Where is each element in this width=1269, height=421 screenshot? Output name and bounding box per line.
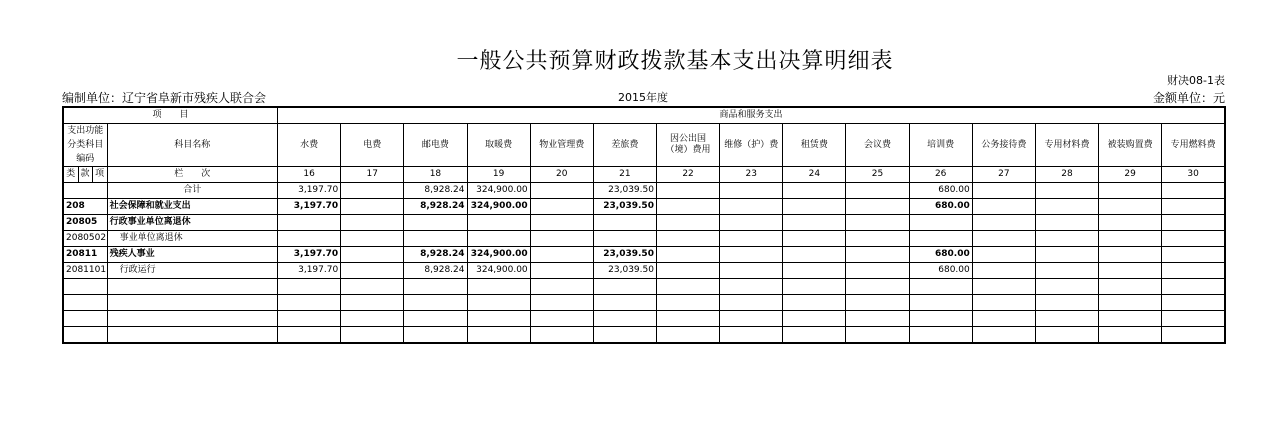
- table-cell: [656, 183, 719, 199]
- table-cell: [1162, 263, 1225, 279]
- table-cell: [1162, 247, 1225, 263]
- table-row: [63, 247, 1225, 263]
- table-cell: [720, 215, 783, 231]
- column-header: 培训费: [909, 124, 972, 167]
- amount-unit: 金额单位：元: [1152, 91, 1225, 105]
- group-header: 商品和服务支出: [278, 107, 1225, 124]
- empty-cell: [341, 279, 404, 295]
- empty-cell: [530, 327, 593, 344]
- header-row-3: [63, 167, 1225, 183]
- empty-cell: [656, 279, 719, 295]
- column-header: 专用材料费: [1035, 124, 1098, 167]
- table-cell: [341, 247, 404, 263]
- table-cell: 23,039.50: [593, 199, 656, 215]
- table-cell: [783, 183, 846, 199]
- table-cell: 324,900.00: [467, 263, 530, 279]
- empty-row: [63, 279, 1225, 295]
- table-cell: 8,928.24: [404, 263, 467, 279]
- table-cell: 324,900.00: [467, 247, 530, 263]
- column-number: 20: [530, 167, 593, 183]
- column-number: 16: [278, 167, 341, 183]
- empty-cell: [63, 295, 107, 311]
- column-number: 23: [720, 167, 783, 183]
- empty-cell: [1099, 311, 1162, 327]
- empty-row: [63, 311, 1225, 327]
- column-number: 27: [972, 167, 1035, 183]
- table-cell: [1035, 183, 1098, 199]
- table-cell: [467, 215, 530, 231]
- table-cell: [1035, 215, 1098, 231]
- column-header: 专用燃料费: [1162, 124, 1225, 167]
- empty-cell: [341, 311, 404, 327]
- table-cell: [1035, 247, 1098, 263]
- column-header: 被装购置费: [1099, 124, 1162, 167]
- table-cell: [530, 215, 593, 231]
- empty-cell: [1099, 327, 1162, 344]
- empty-cell: [1099, 279, 1162, 295]
- subject-name: 残疾人事业: [107, 247, 277, 263]
- table-cell: [972, 183, 1035, 199]
- subject-name: 行政事业单位离退休: [107, 215, 277, 231]
- table-cell: 680.00: [909, 247, 972, 263]
- table-cell: 23,039.50: [593, 263, 656, 279]
- empty-cell: [909, 327, 972, 344]
- table-cell: [404, 215, 467, 231]
- empty-cell: [107, 295, 277, 311]
- table-cell: [846, 263, 909, 279]
- table-cell: [846, 247, 909, 263]
- empty-cell: [107, 311, 277, 327]
- table-cell: [783, 231, 846, 247]
- empty-cell: [530, 311, 593, 327]
- column-number: 25: [846, 167, 909, 183]
- empty-cell: [341, 295, 404, 311]
- table-cell: [909, 215, 972, 231]
- table-cell: [783, 199, 846, 215]
- column-header: 因公出国（境）费用: [656, 124, 719, 167]
- item-header: 项 目: [63, 107, 278, 124]
- table-cell: [1099, 247, 1162, 263]
- empty-cell: [846, 279, 909, 295]
- table-cell: 680.00: [909, 199, 972, 215]
- table-cell: [278, 231, 341, 247]
- column-number: 24: [783, 167, 846, 183]
- subject-code: 208: [63, 199, 107, 215]
- empty-cell: [720, 311, 783, 327]
- table-cell: [1099, 231, 1162, 247]
- table-cell: [846, 215, 909, 231]
- subject-code: 20811: [63, 247, 107, 263]
- column-header: 差旅费: [593, 124, 656, 167]
- table-cell: [341, 263, 404, 279]
- column-header: 水费: [278, 124, 341, 167]
- expenditure-table: [62, 106, 1226, 344]
- empty-cell: [846, 311, 909, 327]
- empty-cell: [909, 311, 972, 327]
- table-cell: [593, 215, 656, 231]
- table-cell: [846, 183, 909, 199]
- column-header: 邮电费: [404, 124, 467, 167]
- table-cell: [656, 199, 719, 215]
- table-cell: [341, 231, 404, 247]
- table-cell: [783, 247, 846, 263]
- empty-cell: [467, 311, 530, 327]
- empty-cell: [593, 311, 656, 327]
- empty-cell: [278, 295, 341, 311]
- table-cell: [972, 247, 1035, 263]
- empty-cell: [972, 311, 1035, 327]
- table-cell: 23,039.50: [593, 183, 656, 199]
- table-cell: 8,928.24: [404, 247, 467, 263]
- table-cell: [404, 231, 467, 247]
- column-number: 30: [1162, 167, 1225, 183]
- column-number: 17: [341, 167, 404, 183]
- column-number: 28: [1035, 167, 1098, 183]
- table-cell: [530, 183, 593, 199]
- table-cell: 3,197.70: [278, 183, 341, 199]
- empty-cell: [404, 279, 467, 295]
- empty-cell: [593, 279, 656, 295]
- empty-cell: [467, 327, 530, 344]
- kuan-label: 款: [78, 167, 92, 183]
- header-row-1: [63, 107, 1225, 124]
- column-header: 维修（护）费: [720, 124, 783, 167]
- table-cell: [720, 263, 783, 279]
- table-cell: 23,039.50: [593, 247, 656, 263]
- header-row-2: [63, 124, 1225, 167]
- table-cell: [530, 247, 593, 263]
- empty-cell: [63, 311, 107, 327]
- table-cell: [1099, 183, 1162, 199]
- table-cell: 324,900.00: [467, 199, 530, 215]
- report-year: 2015年度: [618, 91, 668, 104]
- table-cell: [783, 263, 846, 279]
- table-cell: [467, 231, 530, 247]
- empty-cell: [656, 311, 719, 327]
- table-cell: [1099, 263, 1162, 279]
- column-header: 取暖费: [467, 124, 530, 167]
- empty-cell: [467, 279, 530, 295]
- empty-row: [63, 327, 1225, 344]
- column-header: 物业管理费: [530, 124, 593, 167]
- table-cell: 3,197.70: [278, 247, 341, 263]
- empty-cell: [593, 295, 656, 311]
- column-number: 18: [404, 167, 467, 183]
- table-cell: [720, 183, 783, 199]
- column-number: 19: [467, 167, 530, 183]
- table-cell: 3,197.70: [278, 199, 341, 215]
- table-cell: [1099, 215, 1162, 231]
- table-cell: [656, 215, 719, 231]
- table-cell: 3,197.70: [278, 263, 341, 279]
- column-number: 21: [593, 167, 656, 183]
- empty-cell: [1035, 327, 1098, 344]
- table-cell: 8,928.24: [404, 183, 467, 199]
- table-cell: [720, 247, 783, 263]
- empty-cell: [1162, 295, 1225, 311]
- column-header: 公务接待费: [972, 124, 1035, 167]
- table-row: [63, 215, 1225, 231]
- table-cell: [1035, 199, 1098, 215]
- table-cell: [656, 231, 719, 247]
- table-cell: [909, 231, 972, 247]
- table-cell: [1162, 199, 1225, 215]
- empty-cell: [783, 327, 846, 344]
- column-number: 26: [909, 167, 972, 183]
- table-cell: [720, 199, 783, 215]
- table-cell: [656, 247, 719, 263]
- subject-code-header: 支出功能分类科目编码: [63, 124, 107, 167]
- empty-cell: [720, 295, 783, 311]
- table-cell: 680.00: [909, 183, 972, 199]
- table-cell: [530, 231, 593, 247]
- table-cell: [846, 199, 909, 215]
- empty-cell: [530, 295, 593, 311]
- column-header: 会议费: [846, 124, 909, 167]
- empty-cell: [846, 327, 909, 344]
- table-cell: [972, 199, 1035, 215]
- empty-cell: [63, 279, 107, 295]
- table-cell: [783, 215, 846, 231]
- compiling-unit: 编制单位：辽宁省阜新市残疾人联合会: [62, 91, 267, 105]
- subject-name: 社会保障和就业支出: [107, 199, 277, 215]
- table-cell: [972, 231, 1035, 247]
- empty-cell: [1035, 311, 1098, 327]
- subject-name-header: 科目名称: [107, 124, 277, 167]
- table-cell: [530, 263, 593, 279]
- xiang-label: 项: [92, 167, 107, 183]
- table-cell: [1099, 199, 1162, 215]
- table-cell: [341, 199, 404, 215]
- empty-cell: [846, 295, 909, 311]
- empty-cell: [1162, 327, 1225, 344]
- empty-cell: [530, 279, 593, 295]
- table-row: [63, 231, 1225, 247]
- empty-cell: [972, 295, 1035, 311]
- table-cell: [720, 231, 783, 247]
- table-cell: 8,928.24: [404, 199, 467, 215]
- empty-cell: [1035, 279, 1098, 295]
- empty-cell: [1035, 295, 1098, 311]
- column-row-label: 栏 次: [107, 167, 277, 183]
- subject-code: 2080502: [63, 231, 107, 247]
- empty-cell: [593, 327, 656, 344]
- table-cell: [530, 199, 593, 215]
- table-cell: [1035, 231, 1098, 247]
- table-cell: [593, 231, 656, 247]
- empty-cell: [404, 295, 467, 311]
- table-cell: [972, 215, 1035, 231]
- table-cell: 680.00: [909, 263, 972, 279]
- empty-cell: [783, 311, 846, 327]
- table-cell: [972, 263, 1035, 279]
- empty-cell: [656, 327, 719, 344]
- empty-row: [63, 295, 1225, 311]
- table-cell: [1162, 231, 1225, 247]
- empty-cell: [1099, 295, 1162, 311]
- table-cell: [278, 215, 341, 231]
- empty-cell: [63, 327, 107, 344]
- subject-code: 2081101: [63, 263, 107, 279]
- table-row: [63, 199, 1225, 215]
- subject-name: 事业单位离退休: [107, 231, 277, 247]
- empty-cell: [107, 327, 277, 344]
- column-header: 电费: [341, 124, 404, 167]
- empty-cell: [783, 295, 846, 311]
- column-header: 租赁费: [783, 124, 846, 167]
- subject-name: 合计: [107, 183, 277, 199]
- table-cell: 324,900.00: [467, 183, 530, 199]
- empty-cell: [278, 279, 341, 295]
- empty-cell: [909, 279, 972, 295]
- empty-cell: [909, 295, 972, 311]
- table-row: [63, 263, 1225, 279]
- empty-cell: [656, 295, 719, 311]
- empty-cell: [467, 295, 530, 311]
- empty-cell: [404, 327, 467, 344]
- empty-cell: [720, 279, 783, 295]
- table-row: [63, 183, 1225, 199]
- table-cell: [341, 215, 404, 231]
- form-code: 财决08-1表: [1167, 74, 1225, 87]
- empty-cell: [720, 327, 783, 344]
- column-number: 29: [1099, 167, 1162, 183]
- empty-cell: [278, 327, 341, 344]
- empty-cell: [972, 327, 1035, 344]
- subject-code: 20805: [63, 215, 107, 231]
- report-title: 一般公共预算财政拨款基本支出决算明细表: [456, 49, 894, 74]
- column-number: 22: [656, 167, 719, 183]
- empty-cell: [1162, 279, 1225, 295]
- table-cell: [656, 263, 719, 279]
- empty-cell: [278, 311, 341, 327]
- table-cell: [341, 183, 404, 199]
- empty-cell: [972, 279, 1035, 295]
- empty-cell: [404, 311, 467, 327]
- subject-name: 行政运行: [107, 263, 277, 279]
- table-cell: [1162, 215, 1225, 231]
- empty-cell: [783, 279, 846, 295]
- table-cell: [1035, 263, 1098, 279]
- empty-cell: [341, 327, 404, 344]
- table-cell: [1162, 183, 1225, 199]
- table-cell: [846, 231, 909, 247]
- subject-code: [63, 183, 107, 199]
- lei-label: 类: [63, 167, 78, 183]
- empty-cell: [1162, 311, 1225, 327]
- empty-cell: [107, 279, 277, 295]
